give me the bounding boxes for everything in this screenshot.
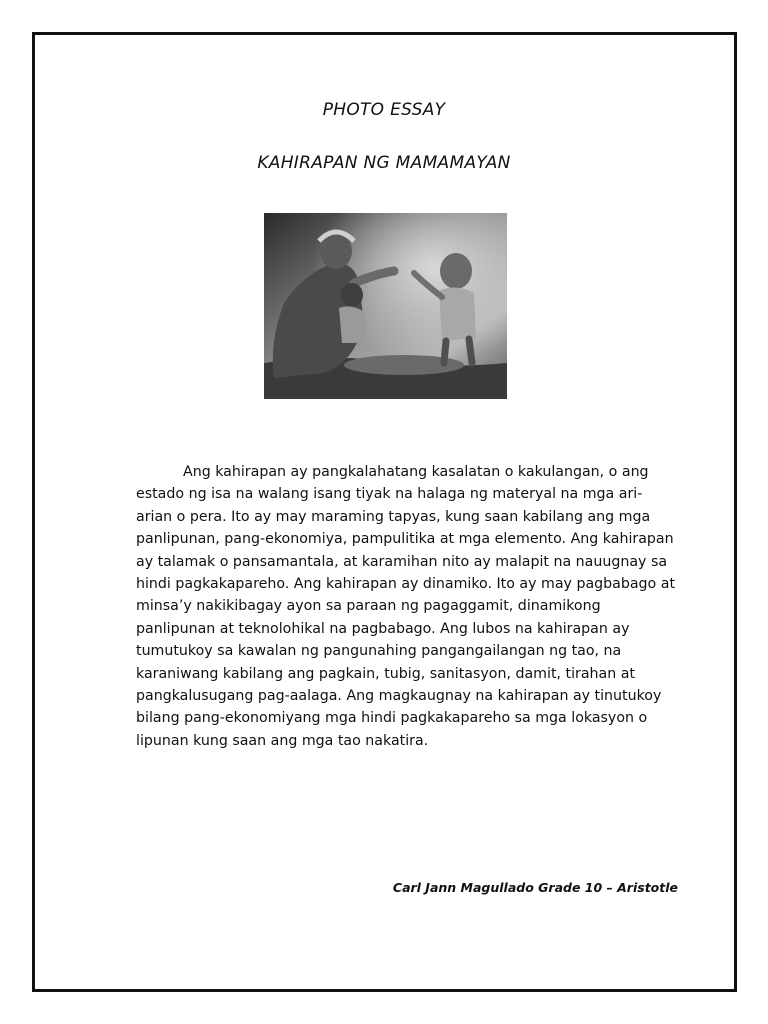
essay-body: Ang kahirapan ay pangkalahatang kasalatan o kakulangan, o ang estado ng isa na walang isang tiyak na halaga ng materyal na mga ari-arian o pera. Ito ay may maraming tapyas, kung saan kabilang ang mga panlipunan, pang-ekonomiya, pampulitika at mga elemento. Ang kahirapan ay talamak o pansamantala, at karamihan nito ay malapit na nauugnay sa hindi pagkakapareho. Ang kahirapan ay dinamiko. Ito ay may pagbabago at minsa’y nakikibagay ayon sa paraan ng pagaggamit, dinamikong panlipunan at teknolohikal na pagbabago. Ang lubos na kahirapan ay tumutukoy sa kawalan ng pangunahing pangangailangan ng tao, na karaniwang kabilang ang pagkain, tubig, sanitasyon, damit, tirahan at pangkalusugang pag-aalaga. Ang magkaugnay na kahirapan ay tinutukoy bilang pang-ekonomiyang mga hindi pagkakapareho sa mga lokasyon o lipunan kung saan ang mga tao nakatira. bbox=[136, 464, 676, 749]
essay-photo bbox=[264, 213, 507, 399]
document-subtitle: KAHIRAPAN NG MAMAMAYAN bbox=[257, 153, 511, 173]
document-title: PHOTO ESSAY bbox=[322, 100, 446, 120]
author-signature: Carl Jann Magullado Grade 10 – Aristotle bbox=[392, 880, 678, 895]
